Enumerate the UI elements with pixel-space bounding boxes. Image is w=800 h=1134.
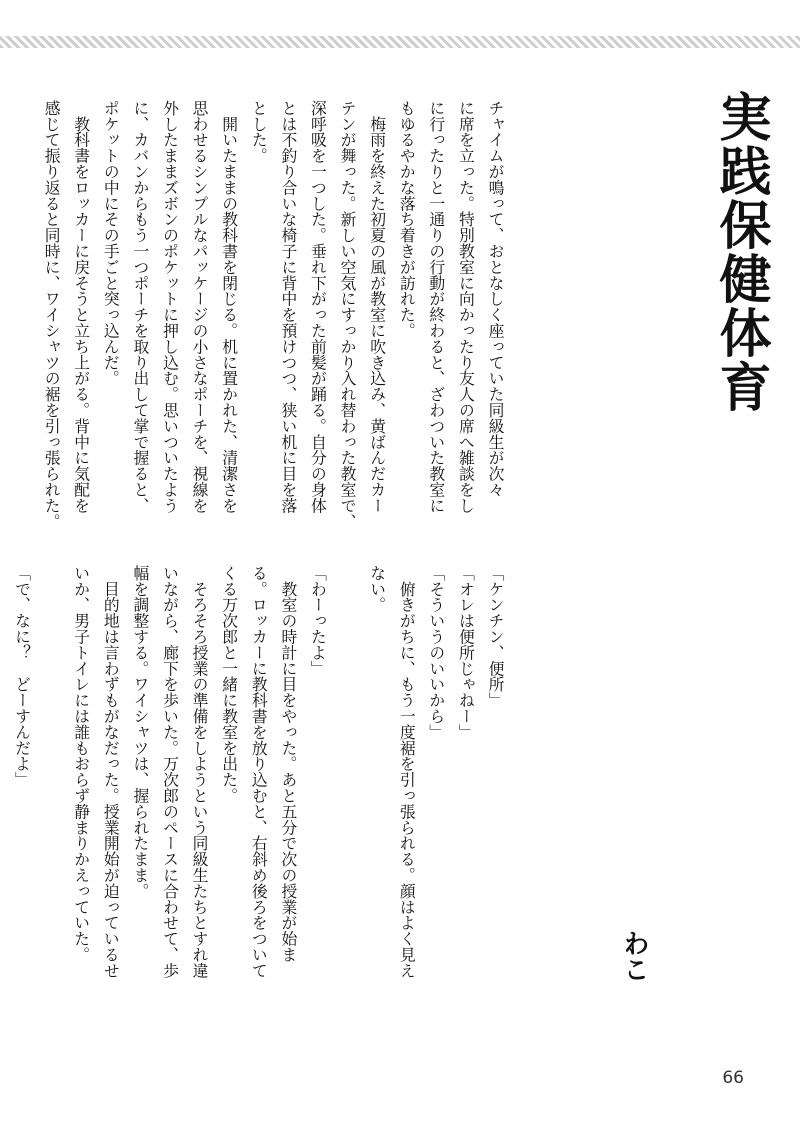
- text-line: に行ったりと一通りの行動が終わると、ざわついた教室に: [426, 100, 446, 514]
- text-line: 俯きがちに、もう一度裾を引っ張られる。顔はよく見え: [397, 565, 417, 979]
- blank-line: [332, 565, 362, 1005]
- text-line: 「オレは便所じゃねー」: [456, 565, 476, 740]
- text-line: 「ケンチン、便所」: [486, 565, 505, 709]
- page-number: 66: [722, 1068, 744, 1088]
- text-line: 教科書をロッカーに戻そうと立ち上がる。背中に気配を: [71, 100, 91, 514]
- story-title: 実践保健体育: [710, 90, 770, 414]
- text-line: 幅を調整する。ワイシャツは、握られたまま。: [130, 565, 150, 899]
- text-line: ない。: [367, 565, 387, 613]
- text-line: に、カバンからもう一つポーチを取り出して掌で握ると、: [130, 100, 150, 514]
- blank-line: [37, 565, 67, 1005]
- text-line: 教室の時計に目をやった。あと五分で次の授業が始ま: [278, 565, 298, 963]
- text-line: そろそろ授業の準備をしようという同級生たちとすれ違: [190, 565, 210, 979]
- text-line: 「わーったよ」: [308, 565, 328, 677]
- text-line: 深呼吸を一つした。垂れ下がった前髪が踊る。自分の身体: [308, 100, 328, 514]
- text-line: 目的地は言わずもがなだった。授業開始が迫っているせ: [101, 565, 121, 979]
- text-line: テンが舞った。新しい空気にすっかり入れ替わった教室で、: [338, 100, 358, 530]
- text-line: いか、男子トイレには誰もおらず静まりかえっていた。: [71, 565, 91, 963]
- text-line: ポケットの中にその手ごと突っ込んだ。: [101, 100, 121, 387]
- author-name: わこ: [619, 930, 649, 982]
- text-line: に席を立った。特別教室に向かったり友人の席へ雑談をし: [456, 100, 476, 514]
- text-line: 梅雨を終えた初夏の風が教室に吹き込み、黄ばんだカー: [367, 100, 387, 514]
- text-line: とは不釣り合いな椅子に背中を預けつつ、狭い机に目を落: [278, 100, 298, 514]
- text-line: 「で、なに？ どーすんだよ」: [12, 565, 32, 788]
- text-line: くる万次郎と一緒に教室を出た。: [219, 565, 239, 804]
- text-line: 思わせるシンプルなパッケージの小さなポーチを、視線を: [190, 100, 210, 514]
- text-line: 「そういうのいいから」: [426, 565, 446, 740]
- lower-text-block: [12, 565, 510, 1005]
- upper-text-block: [42, 100, 510, 540]
- text-line: 開いたままの教科書を閉じる。机に置かれた、清潔さを: [219, 100, 239, 514]
- text-line: 感じて振り返ると同時に、ワイシャツの裾を引っ張られた。: [42, 100, 62, 530]
- decorative-border-strip: [0, 36, 800, 48]
- text-line: とした。: [249, 100, 269, 164]
- text-line: いながら、廊下を歩いた。万次郎のペースに合わせて、歩: [160, 565, 180, 979]
- text-line: もゆるやかな落ち着きが訪れた。: [397, 100, 417, 339]
- text-line: チャイムが鳴って、おとなしく座っていた同級生が次々: [486, 100, 505, 498]
- text-line: 外したままズボンのポケットに押し込む。思いついたよう: [160, 100, 180, 514]
- text-line: る。ロッカーに教科書を放り込むと、右斜め後ろをついて: [249, 565, 269, 979]
